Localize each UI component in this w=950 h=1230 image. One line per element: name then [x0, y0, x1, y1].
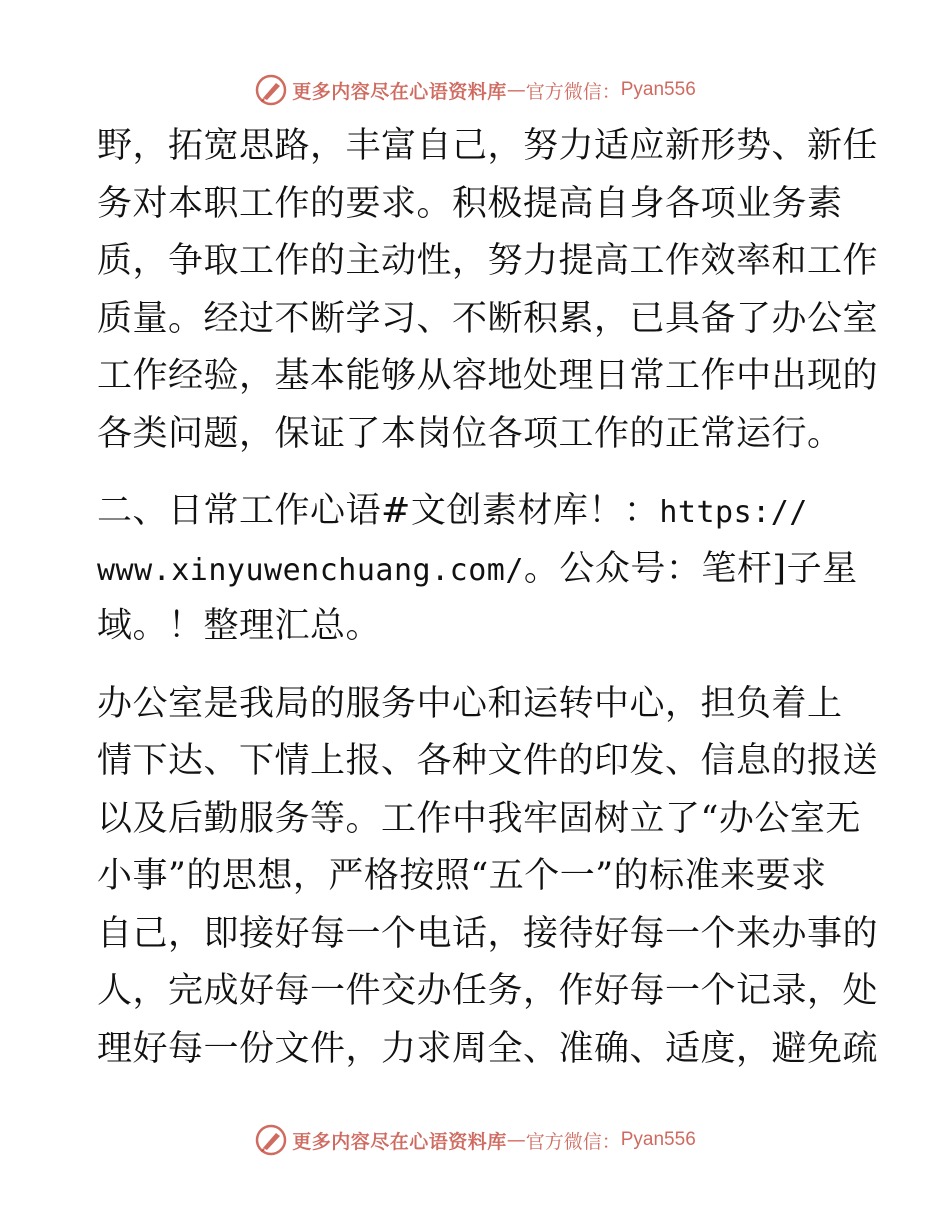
text-line — [97, 483, 857, 541]
section-heading-text: 二、日常工作心语#文创素材库！： — [97, 491, 660, 531]
url-fragment: https:// — [659, 495, 808, 530]
text-line: 域。！整理汇总。 — [97, 606, 382, 646]
banner-wechat-id: Pyan556 — [620, 1129, 696, 1150]
document-body — [97, 118, 879, 1078]
banner-text: 更多内容尽在心语资料库 — [292, 80, 507, 103]
banner-separator: — — [506, 1129, 526, 1151]
text-fragment: 。公众号：笔杆]子星 — [523, 548, 858, 589]
paragraph-3 — [97, 676, 879, 1079]
text-line: 自己，即接好每一个电话，接待好每一个来办事的 — [97, 913, 879, 954]
text-line: 各类问题，保证了本岗位各项工作的正常运行。 — [97, 413, 843, 454]
text-line: 办公室是我局的服务中心和运转中心，担负着上 — [97, 683, 843, 724]
banner-wechat-label: 官方微信： — [525, 1130, 621, 1153]
text-line: 质，争取工作的主动性，努力提高工作效率和工作 — [97, 241, 879, 281]
text-line: 以及后勤服务等。工作中我牢固树立了“办公室无 — [97, 798, 861, 839]
text-line: 情下达、下情上报、各种文件的印发、信息的报送 — [97, 741, 879, 781]
text-line: 理好每一份文件，力求周全、准确、适度，避免疏 — [97, 1028, 879, 1069]
banner-wechat-label: 官方微信： — [525, 80, 621, 103]
pen-logo-icon — [254, 1123, 288, 1157]
banner-wechat-id: Pyan556 — [620, 79, 696, 100]
pen-logo-icon — [254, 73, 288, 107]
text-line: 野，拓宽思路，丰富自己，努力适应新形势、新任 — [97, 126, 879, 166]
paragraph-2 — [97, 483, 857, 656]
paragraph-1 — [97, 118, 879, 463]
text-line: 工作经验，基本能够从容地处理日常工作中出现的 — [97, 356, 879, 396]
text-line — [97, 541, 857, 599]
text-line: 小事”的思想，严格按照“五个一”的标准来要求 — [97, 856, 827, 896]
text-line: 人，完成好每一件交办任务，作好每一个记录，处 — [97, 971, 879, 1011]
text-line: 务对本职工作的要求。积极提高自身各项业务素 — [97, 183, 843, 224]
footer-watermark-banner — [0, 1120, 950, 1160]
url-fragment: www.xinyuwenchuang.com/ — [97, 552, 524, 588]
text-line: 质量。经过不断学习、不断积累，已具备了办公室 — [97, 298, 879, 339]
banner-separator: — — [506, 79, 526, 101]
banner-text: 更多内容尽在心语资料库 — [292, 1130, 507, 1153]
header-watermark-banner — [0, 70, 950, 110]
